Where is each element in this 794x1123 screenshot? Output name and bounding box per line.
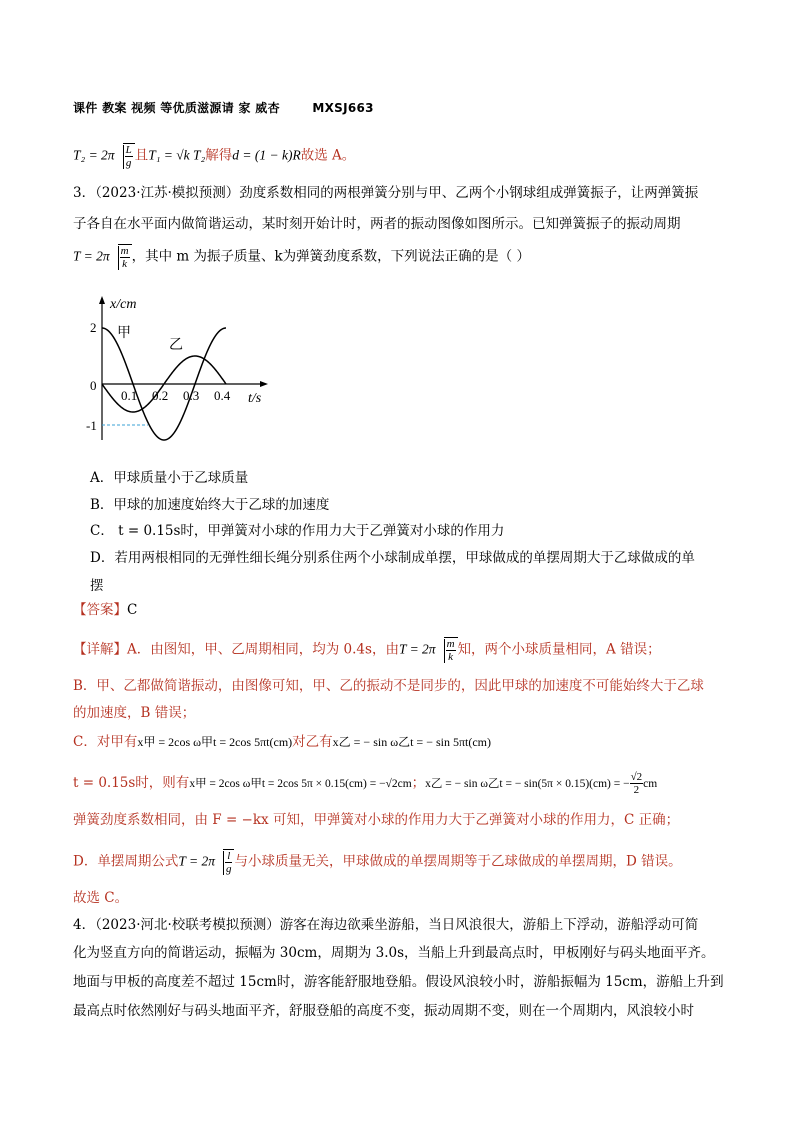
- eq-x-jia-value: x甲 = 2cos ω甲t = 2cos 5π × 0.15(cm) = −√2cm: [189, 778, 412, 790]
- eq-x-yi-value: x乙 = − sin ω乙t = − sin(5π × 0.15)(cm) = −: [425, 778, 630, 790]
- y-axis-arrow: [99, 296, 105, 304]
- detail-a-line: 【详解】A．由图知，甲、乙周期相同，均为 0.4s，由T = 2π $\frac{m}{k}$ 知，两个小球质量相同，A 错误；: [73, 638, 661, 663]
- prev-answer-line: [73, 143, 355, 169]
- text-jiede: 解得: [205, 147, 233, 164]
- header-text: 课件 教案 视频 等优质滋源请 家 威杏: [73, 101, 280, 115]
- x-axis-arrow: [260, 381, 268, 387]
- y-tick-0: 0: [90, 378, 97, 393]
- detail-c-line-3: 弹簧劲度系数相同，由 F = −kx 可知，甲弹簧对小球的作用力大于乙弹簧对小球的作用力，C 正确；: [73, 812, 680, 828]
- eq-x-jia: x甲 = 2cos ω甲t = 2cos 5πt(cm): [137, 735, 293, 749]
- q3-stem-line-1: 3．（2023·江苏·模拟预测）劲度系数相同的两根弹簧分别与甲、乙两个小钢球组成弹簧振子，让两弹簧振: [73, 185, 699, 201]
- eq-x-yi: x乙 = − sin ω乙t = − sin 5πt(cm): [332, 735, 492, 749]
- option-d-line-1: D．若用两根相同的无弹性细长绳分别系住两个小球制成单摆，甲球做成的单摆周期大于乙球做成的单: [90, 550, 695, 566]
- eq-unit-cm: cm: [643, 778, 658, 790]
- page-header: [73, 99, 374, 116]
- answer-line: [73, 600, 137, 620]
- option-c: C． t = 0.15s时，甲弹簧对小球的作用力大于乙弹簧对小球的作用力: [90, 523, 505, 539]
- text-qie: 且: [134, 147, 149, 164]
- y-tick-minus1: -1: [86, 418, 97, 433]
- q4-line-2: 化为竖直方向的简谐运动，振幅为 30cm，周期为 3.0s，当船上升到最高点时，甲板刚好与码头地面平齐。: [73, 945, 715, 961]
- detail-a-text: A．由图知，甲、乙周期相同，均为 0.4s，由: [127, 641, 399, 658]
- x-tick-0-2: 0.2: [152, 388, 169, 403]
- stem-line-3-text: ，其中 m 为振子质量、k为弹簧劲度系数，下列说法正确的是（ ）: [131, 248, 530, 265]
- x-tick-0-3: 0.3: [183, 388, 200, 403]
- answer-tag: 【答案】: [73, 602, 127, 618]
- answer-value: C: [127, 602, 138, 618]
- detail-d-pre: D．单摆周期公式: [73, 853, 179, 870]
- vibration-graph: [80, 290, 280, 450]
- detail-c-text-b: 对乙有: [292, 734, 333, 750]
- detail-c-line-2: [73, 771, 657, 796]
- sqrt-m-over-k-detail: $\frac{m}{k}$: [436, 637, 458, 663]
- detail-c2-sep: ；: [411, 775, 426, 791]
- y-axis-label: x/cm: [110, 297, 137, 312]
- y-tick-2: 2: [90, 320, 97, 335]
- text-choose-a: 故选 A。: [300, 147, 356, 164]
- x-tick-0-1: 0.1: [121, 388, 138, 403]
- detail-d-post: 与小球质量无关，甲球做成的单摆周期等于乙球做成的单摆周期，D 错误。: [234, 853, 682, 870]
- detail-a-post: 知，两个小球质量相同，A 错误；: [457, 641, 661, 658]
- period-formula-lhs: T = 2π: [73, 248, 110, 264]
- detail-c2-text: t = 0.15s时，则有: [73, 775, 190, 791]
- header-code: MXSJ663: [312, 101, 374, 115]
- detail-b-line-1: B．甲、乙都做简谐振动，由图像可知，甲、乙的振动不是同步的，因此甲球的加速度不可能始终大于乙球: [73, 678, 704, 694]
- q3-stem-line-2: 子各自在水平面内做简谐运动，某时刻开始计时，两者的振动图像如图所示。已知弹簧振子的振动周期: [73, 216, 681, 232]
- x-tick-0-4: 0.4: [214, 388, 231, 403]
- frac-sqrt2-over-2: $\frac{√2}{2}$: [630, 771, 643, 796]
- option-b: B．甲球的加速度始终大于乙球的加速度: [90, 497, 330, 513]
- label-jia: 甲: [117, 326, 131, 341]
- eq-d: d = (1 − k)R: [232, 147, 301, 163]
- detail-c-line-1: [73, 732, 491, 752]
- q4-line-4: 最高点时依然刚好与码头地面平齐，舒服登船的高度不变，振动周期不变，则在一个周期内，风浪较小时: [73, 1003, 694, 1019]
- detail-d-line: D．单摆周期公式T = 2π $\frac{l}{g}$ 与小球质量无关，甲球做成的单摆周期等于乙球做成的单摆周期，D 错误。: [73, 850, 682, 875]
- detail-tag: 【详解】: [73, 641, 127, 658]
- option-d-line-2: 摆: [90, 578, 104, 594]
- q4-line-1: 4．（2023·河北·校联考模拟预测）游客在海边欲乘坐游船，当日风浪很大，游船上下浮动，游船浮动可简: [73, 917, 699, 933]
- q4-line-3: 地面与甲板的高度差不超过 15cm时，游客能舒服地登船。假设风浪较小时，游船振幅为 15cm，游船上升到: [73, 974, 724, 990]
- eq-t1: T₁ = √k T₂: [148, 147, 206, 163]
- sqrt-m-over-k: $\frac{m}{k}$: [110, 244, 132, 270]
- option-a: A．甲球质量小于乙球质量: [90, 470, 249, 486]
- sqrt-l-over-g-detail: $\frac{l}{g}$: [215, 849, 235, 875]
- detail-c-text-a: C．对甲有: [73, 734, 138, 750]
- final-choice: 故选 C。: [73, 890, 129, 906]
- eq-t2-lhs: T₂ = 2π: [73, 147, 115, 163]
- sqrt-l-over-g: $\frac{L}{g}$: [115, 143, 135, 169]
- detail-b-line-2: 的加速度，B 错误；: [73, 705, 196, 721]
- x-axis-label: t/s: [248, 391, 262, 406]
- label-yi: 乙: [169, 338, 183, 353]
- q3-stem-line-3: [73, 244, 530, 270]
